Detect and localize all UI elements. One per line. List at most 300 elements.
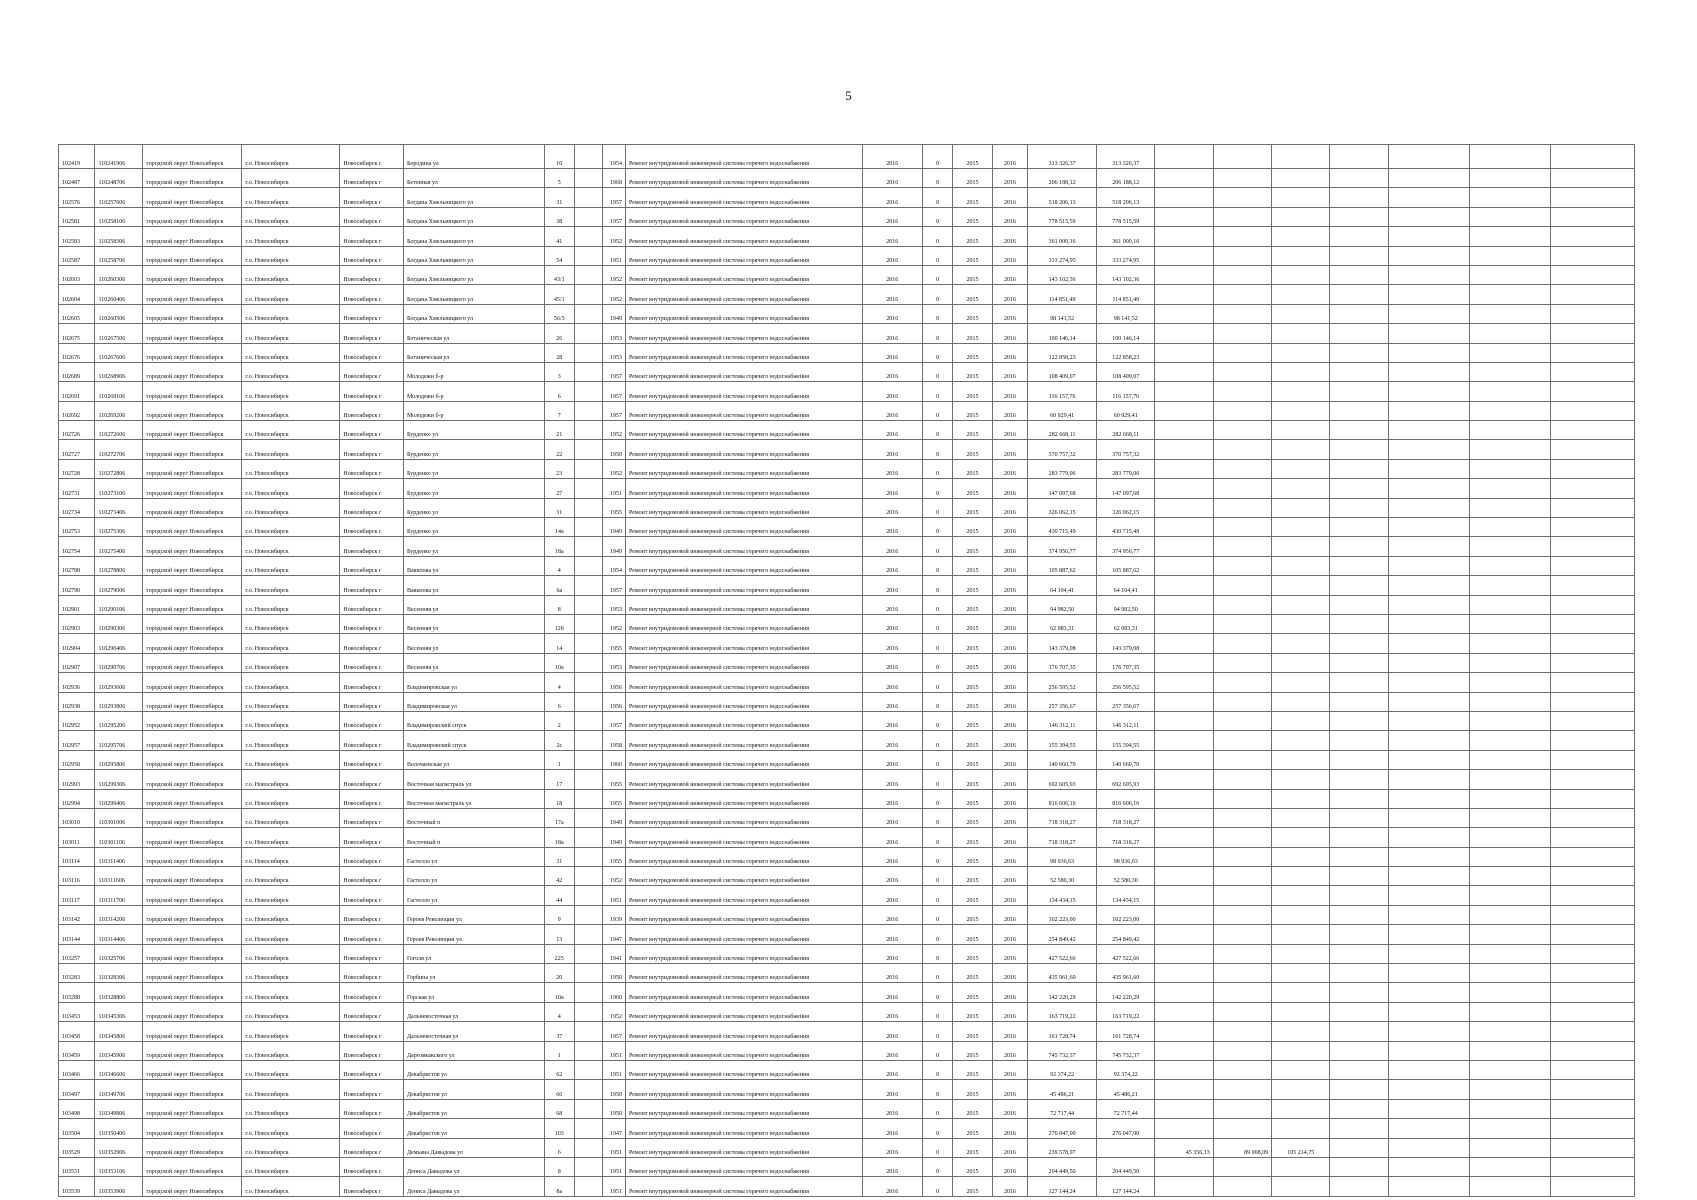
empty-cell	[574, 576, 602, 595]
empty-cell	[1388, 1119, 1469, 1138]
municipality-cell: городской округ Новосибирск	[143, 886, 242, 905]
work-type-cell: Ремонт внутридомовой инженерной системы горячего водоснабжения	[625, 1138, 862, 1157]
cost-cell: 105 887,62	[1028, 556, 1097, 575]
extra3-cell	[1272, 1099, 1330, 1118]
row-code-cell: 110267506	[95, 324, 143, 343]
plan-year-cell: 2016	[862, 1157, 922, 1176]
empty-cell	[1551, 343, 1635, 362]
plan-year-cell: 2016	[862, 440, 922, 459]
plan-year-cell: 2016	[862, 246, 922, 265]
extra2-cell	[1213, 944, 1271, 963]
empty-cell	[1388, 479, 1469, 498]
row-code-cell: 110268906	[95, 362, 143, 381]
empty-cell	[1388, 304, 1469, 323]
total-cell: 718 318,27	[1097, 808, 1155, 827]
year-from-cell: 2015	[953, 324, 993, 343]
street-cell: Молодежи б-р	[403, 401, 544, 420]
work-type-cell: Ремонт внутридомовой инженерной системы горячего водоснабжения	[625, 324, 862, 343]
extra1-cell	[1155, 711, 1213, 730]
row-code-cell: 110279006	[95, 576, 143, 595]
work-type-cell: Ремонт внутридомовой инженерной системы горячего водоснабжения	[625, 362, 862, 381]
empty-cell	[1470, 595, 1551, 614]
row-id-cell: 102581	[59, 207, 95, 226]
municipality-cell: городской округ Новосибирск	[143, 964, 242, 983]
year-from-cell: 2015	[953, 382, 993, 401]
district-cell: г.о. Новосибирск	[242, 169, 340, 188]
empty-cell	[1551, 1099, 1635, 1118]
total-cell: 94 982,50	[1097, 595, 1155, 614]
year-from-cell: 2015	[953, 944, 993, 963]
street-cell: Молодежи б-р	[403, 382, 544, 401]
empty-cell	[574, 828, 602, 847]
empty-cell	[1551, 440, 1635, 459]
empty-cell	[574, 1022, 602, 1041]
plan-year-cell: 2016	[862, 614, 922, 633]
year-built-cell: 1952	[603, 227, 626, 246]
municipality-cell: городской округ Новосибирск	[143, 518, 242, 537]
empty-cell	[1551, 886, 1635, 905]
row-id-cell: 103011	[59, 828, 95, 847]
year-to-cell: 2016	[992, 789, 1027, 808]
extra2-cell	[1213, 343, 1271, 362]
total-cell: 155 394,55	[1097, 731, 1155, 750]
work-type-cell: Ремонт внутридомовой инженерной системы горячего водоснабжения	[625, 634, 862, 653]
year-to-cell: 2016	[992, 731, 1027, 750]
year-to-cell: 2016	[992, 711, 1027, 730]
total-cell: 326 062,15	[1097, 498, 1155, 517]
year-built-cell: 1953	[603, 653, 626, 672]
empty-cell	[1470, 808, 1551, 827]
locality-cell: Новосибирск г	[340, 692, 404, 711]
district-cell: г.о. Новосибирск	[242, 1041, 340, 1060]
extra1-cell	[1155, 1022, 1213, 1041]
municipality-cell: городской округ Новосибирск	[143, 576, 242, 595]
empty-cell	[1551, 246, 1635, 265]
extra1-cell	[1155, 227, 1213, 246]
row-id-cell: 103117	[59, 886, 95, 905]
work-type-cell: Ремонт внутридомовой инженерной системы горячего водоснабжения	[625, 246, 862, 265]
street-cell: Героев Революции ул	[403, 905, 544, 924]
extra2-cell	[1213, 828, 1271, 847]
empty-cell	[1330, 145, 1388, 169]
locality-cell: Новосибирск г	[340, 227, 404, 246]
empty-cell	[1388, 207, 1469, 226]
extra2-cell	[1213, 886, 1271, 905]
empty-cell	[574, 304, 602, 323]
row-code-cell: 110272606	[95, 421, 143, 440]
empty-cell	[1551, 692, 1635, 711]
year-to-cell: 2016	[992, 886, 1027, 905]
street-cell: Весенняя ул	[403, 634, 544, 653]
house-number-cell: 21	[544, 421, 574, 440]
zero-cell: 0	[923, 983, 953, 1002]
table-row	[59, 421, 1635, 440]
street-cell: Горская ул	[403, 983, 544, 1002]
street-cell: Гоголя ул	[403, 944, 544, 963]
house-number-cell: 31	[544, 498, 574, 517]
extra2-cell	[1213, 576, 1271, 595]
row-code-cell: 110295206	[95, 711, 143, 730]
extra3-cell	[1272, 711, 1330, 730]
row-code-cell: 110260406	[95, 285, 143, 304]
table-row	[59, 1099, 1635, 1118]
row-code-cell: 110275406	[95, 537, 143, 556]
locality-cell: Новосибирск г	[340, 595, 404, 614]
year-from-cell: 2015	[953, 459, 993, 478]
plan-year-cell: 2016	[862, 789, 922, 808]
extra3-cell	[1272, 440, 1330, 459]
empty-cell	[1330, 169, 1388, 188]
extra1-cell	[1155, 576, 1213, 595]
table-row	[59, 401, 1635, 420]
work-type-cell: Ремонт внутридомовой инженерной системы горячего водоснабжения	[625, 459, 862, 478]
municipality-cell: городской округ Новосибирск	[143, 1080, 242, 1099]
street-cell: Гастелло ул	[403, 867, 544, 886]
municipality-cell: городской округ Новосибирск	[143, 731, 242, 750]
year-from-cell: 2015	[953, 673, 993, 692]
extra2-cell: 89 008,09	[1213, 1138, 1271, 1157]
empty-cell	[1330, 983, 1388, 1002]
house-number-cell: 8а	[544, 1177, 574, 1196]
municipality-cell: городской округ Новосибирск	[143, 1022, 242, 1041]
empty-cell	[1388, 1041, 1469, 1060]
year-to-cell: 2016	[992, 692, 1027, 711]
extra3-cell	[1272, 847, 1330, 866]
zero-cell: 0	[923, 905, 953, 924]
cost-cell: 333 274,95	[1028, 246, 1097, 265]
row-code-cell: 110278806	[95, 556, 143, 575]
plan-year-cell: 2016	[862, 1022, 922, 1041]
year-from-cell: 2015	[953, 731, 993, 750]
locality-cell: Новосибирск г	[340, 925, 404, 944]
year-from-cell: 2015	[953, 265, 993, 284]
street-cell: Бурденко ул	[403, 459, 544, 478]
extra1-cell	[1155, 479, 1213, 498]
empty-cell	[1551, 1002, 1635, 1021]
empty-cell	[1551, 498, 1635, 517]
year-from-cell: 2015	[953, 789, 993, 808]
district-cell: г.о. Новосибирск	[242, 1060, 340, 1079]
row-id-cell: 102952	[59, 711, 95, 730]
work-type-cell: Ремонт внутридомовой инженерной системы горячего водоснабжения	[625, 207, 862, 226]
work-type-cell: Ремонт внутридомовой инженерной системы горячего водоснабжения	[625, 1157, 862, 1176]
table-row	[59, 770, 1635, 789]
total-cell: 518 206,13	[1097, 188, 1155, 207]
total-cell: 282 668,11	[1097, 421, 1155, 440]
empty-cell	[574, 188, 602, 207]
total-cell: 92 374,22	[1097, 1060, 1155, 1079]
cost-cell: 72 717,44	[1028, 1099, 1097, 1118]
empty-cell	[574, 673, 602, 692]
work-type-cell: Ремонт внутридомовой инженерной системы горячего водоснабжения	[625, 867, 862, 886]
street-cell: Даргомыжского ул	[403, 1041, 544, 1060]
empty-cell	[1388, 711, 1469, 730]
empty-cell	[1330, 556, 1388, 575]
zero-cell: 0	[923, 1060, 953, 1079]
empty-cell	[1470, 440, 1551, 459]
extra2-cell	[1213, 1002, 1271, 1021]
extra1-cell	[1155, 944, 1213, 963]
table-row	[59, 1041, 1635, 1060]
street-cell: Владимировский спуск	[403, 731, 544, 750]
extra1-cell	[1155, 847, 1213, 866]
plan-year-cell: 2016	[862, 1177, 922, 1196]
empty-cell	[1330, 537, 1388, 556]
locality-cell: Новосибирск г	[340, 1119, 404, 1138]
extra1-cell	[1155, 614, 1213, 633]
table-row	[59, 692, 1635, 711]
zero-cell: 0	[923, 808, 953, 827]
municipality-cell: городской округ Новосибирск	[143, 188, 242, 207]
zero-cell: 0	[923, 692, 953, 711]
municipality-cell: городской округ Новосибирск	[143, 304, 242, 323]
empty-cell	[574, 556, 602, 575]
extra3-cell	[1272, 145, 1330, 169]
year-to-cell: 2016	[992, 518, 1027, 537]
empty-cell	[1551, 944, 1635, 963]
empty-cell	[1470, 362, 1551, 381]
year-built-cell: 1950	[603, 1099, 626, 1118]
municipality-cell: городской округ Новосибирск	[143, 479, 242, 498]
table-row	[59, 595, 1635, 614]
cost-cell: 283 779,06	[1028, 459, 1097, 478]
cost-cell: 134 434,15	[1028, 886, 1097, 905]
work-type-cell: Ремонт внутридомовой инженерной системы горячего водоснабжения	[625, 847, 862, 866]
year-from-cell: 2015	[953, 401, 993, 420]
row-code-cell: 110260306	[95, 265, 143, 284]
empty-cell	[574, 1002, 602, 1021]
plan-year-cell: 2016	[862, 285, 922, 304]
empty-cell	[574, 867, 602, 886]
house-number-cell: 41	[544, 227, 574, 246]
house-number-cell: 31	[544, 188, 574, 207]
row-id-cell: 102734	[59, 498, 95, 517]
cost-cell: 430 715,49	[1028, 518, 1097, 537]
empty-cell	[1388, 343, 1469, 362]
work-type-cell: Ремонт внутридомовой инженерной системы горячего водоснабжения	[625, 285, 862, 304]
row-code-cell: 110345306	[95, 1002, 143, 1021]
year-from-cell: 2015	[953, 634, 993, 653]
row-id-cell: 103539	[59, 1177, 95, 1196]
empty-cell	[1330, 634, 1388, 653]
house-number-cell: 4	[544, 673, 574, 692]
zero-cell: 0	[923, 1002, 953, 1021]
locality-cell: Новосибирск г	[340, 673, 404, 692]
empty-cell	[1470, 1099, 1551, 1118]
total-cell: 816 606,16	[1097, 789, 1155, 808]
empty-cell	[574, 518, 602, 537]
empty-cell	[1551, 459, 1635, 478]
year-to-cell: 2016	[992, 1080, 1027, 1099]
year-built-cell: 1951	[603, 1157, 626, 1176]
plan-year-cell: 2016	[862, 518, 922, 537]
plan-year-cell: 2016	[862, 324, 922, 343]
plan-year-cell: 2016	[862, 692, 922, 711]
year-to-cell: 2016	[992, 770, 1027, 789]
year-from-cell: 2015	[953, 207, 993, 226]
table-row	[59, 614, 1635, 633]
locality-cell: Новосибирск г	[340, 207, 404, 226]
zero-cell: 0	[923, 1138, 953, 1157]
empty-cell	[1470, 925, 1551, 944]
extra3-cell	[1272, 750, 1330, 769]
district-cell: г.о. Новосибирск	[242, 362, 340, 381]
empty-cell	[1551, 556, 1635, 575]
street-cell: Вавилова ул	[403, 576, 544, 595]
empty-cell	[1551, 1177, 1635, 1196]
locality-cell: Новосибирск г	[340, 1002, 404, 1021]
extra3-cell	[1272, 285, 1330, 304]
empty-cell	[1551, 634, 1635, 653]
year-built-cell: 1956	[603, 692, 626, 711]
year-from-cell: 2015	[953, 653, 993, 672]
work-type-cell: Ремонт внутридомовой инженерной системы горячего водоснабжения	[625, 401, 862, 420]
extra2-cell	[1213, 653, 1271, 672]
total-cell: 140 660,70	[1097, 750, 1155, 769]
row-code-cell: 110350406	[95, 1119, 143, 1138]
year-built-cell: 1947	[603, 925, 626, 944]
extra3-cell	[1272, 324, 1330, 343]
extra3-cell	[1272, 1177, 1330, 1196]
district-cell: г.о. Новосибирск	[242, 634, 340, 653]
extra3-cell	[1272, 789, 1330, 808]
row-id-cell: 102676	[59, 343, 95, 362]
row-code-cell: 110301106	[95, 828, 143, 847]
row-code-cell: 110328806	[95, 983, 143, 1002]
zero-cell: 0	[923, 711, 953, 730]
extra1-cell	[1155, 634, 1213, 653]
empty-cell	[1551, 925, 1635, 944]
empty-cell	[1470, 207, 1551, 226]
extra1-cell	[1155, 518, 1213, 537]
empty-cell	[1330, 227, 1388, 246]
empty-cell	[574, 1080, 602, 1099]
district-cell: г.о. Новосибирск	[242, 905, 340, 924]
empty-cell	[1470, 265, 1551, 284]
empty-cell	[1330, 382, 1388, 401]
district-cell: г.о. Новосибирск	[242, 847, 340, 866]
row-code-cell: 110293806	[95, 692, 143, 711]
year-built-cell: 1949	[603, 537, 626, 556]
year-built-cell: 1955	[603, 789, 626, 808]
table-row	[59, 886, 1635, 905]
plan-year-cell: 2016	[862, 867, 922, 886]
empty-cell	[1551, 1138, 1635, 1157]
year-to-cell: 2016	[992, 227, 1027, 246]
year-built-cell: 1953	[603, 324, 626, 343]
data-table	[58, 144, 1635, 1197]
plan-year-cell: 2016	[862, 770, 922, 789]
year-built-cell: 1958	[603, 731, 626, 750]
total-cell: 102 223,00	[1097, 905, 1155, 924]
empty-cell	[1551, 828, 1635, 847]
year-to-cell: 2016	[992, 188, 1027, 207]
row-id-cell: 102576	[59, 188, 95, 207]
extra1-cell	[1155, 770, 1213, 789]
row-code-cell: 110352906	[95, 1138, 143, 1157]
row-id-cell: 103142	[59, 905, 95, 924]
extra2-cell	[1213, 304, 1271, 323]
municipality-cell: городской округ Новосибирск	[143, 944, 242, 963]
street-cell: Ботаническая ул	[403, 343, 544, 362]
house-number-cell: 2	[544, 711, 574, 730]
table-row	[59, 1138, 1635, 1157]
work-type-cell: Ремонт внутридомовой инженерной системы горячего водоснабжения	[625, 304, 862, 323]
year-built-cell: 1951	[603, 479, 626, 498]
empty-cell	[1330, 1138, 1388, 1157]
empty-cell	[574, 653, 602, 672]
row-id-cell: 103283	[59, 964, 95, 983]
zero-cell: 0	[923, 925, 953, 944]
cost-cell: 161 728,74	[1028, 1022, 1097, 1041]
empty-cell	[574, 265, 602, 284]
extra1-cell	[1155, 925, 1213, 944]
empty-cell	[574, 614, 602, 633]
street-cell: Молодежи б-р	[403, 362, 544, 381]
total-cell: 108 409,07	[1097, 362, 1155, 381]
cost-cell: 140 660,70	[1028, 750, 1097, 769]
total-cell: 52 580,30	[1097, 867, 1155, 886]
year-from-cell: 2015	[953, 614, 993, 633]
row-code-cell: 110258106	[95, 207, 143, 226]
row-code-cell: 110299306	[95, 770, 143, 789]
empty-cell	[1330, 653, 1388, 672]
cost-cell: 94 982,50	[1028, 595, 1097, 614]
empty-cell	[574, 246, 602, 265]
empty-cell	[1551, 1022, 1635, 1041]
empty-cell	[1330, 1041, 1388, 1060]
extra1-cell	[1155, 169, 1213, 188]
cost-cell: 64 104,41	[1028, 576, 1097, 595]
table-row	[59, 343, 1635, 362]
year-to-cell: 2016	[992, 324, 1027, 343]
municipality-cell: городской округ Новосибирск	[143, 421, 242, 440]
empty-cell	[1330, 518, 1388, 537]
work-type-cell: Ремонт внутридомовой инженерной системы горячего водоснабжения	[625, 343, 862, 362]
total-cell: 60 929,41	[1097, 401, 1155, 420]
empty-cell	[1470, 421, 1551, 440]
empty-cell	[1330, 750, 1388, 769]
year-to-cell: 2016	[992, 1157, 1027, 1176]
locality-cell: Новосибирск г	[340, 731, 404, 750]
house-number-cell: 12б	[544, 614, 574, 633]
plan-year-cell: 2016	[862, 847, 922, 866]
empty-cell	[1330, 905, 1388, 924]
total-cell: 333 274,95	[1097, 246, 1155, 265]
year-built-cell: 1953	[603, 343, 626, 362]
house-number-cell: 42	[544, 867, 574, 886]
empty-cell	[1551, 207, 1635, 226]
extra2-cell	[1213, 401, 1271, 420]
empty-cell	[574, 925, 602, 944]
year-to-cell: 2016	[992, 382, 1027, 401]
year-from-cell: 2015	[953, 692, 993, 711]
locality-cell: Новосибирск г	[340, 750, 404, 769]
total-cell: 718 318,27	[1097, 828, 1155, 847]
plan-year-cell: 2016	[862, 711, 922, 730]
extra3-cell	[1272, 673, 1330, 692]
extra2-cell	[1213, 750, 1271, 769]
extra3-cell	[1272, 770, 1330, 789]
empty-cell	[1470, 789, 1551, 808]
year-to-cell: 2016	[992, 750, 1027, 769]
year-to-cell: 2016	[992, 1099, 1027, 1118]
empty-cell	[1470, 1022, 1551, 1041]
extra2-cell	[1213, 324, 1271, 343]
empty-cell	[1388, 731, 1469, 750]
district-cell: г.о. Новосибирск	[242, 731, 340, 750]
row-code-cell: 110311406	[95, 847, 143, 866]
